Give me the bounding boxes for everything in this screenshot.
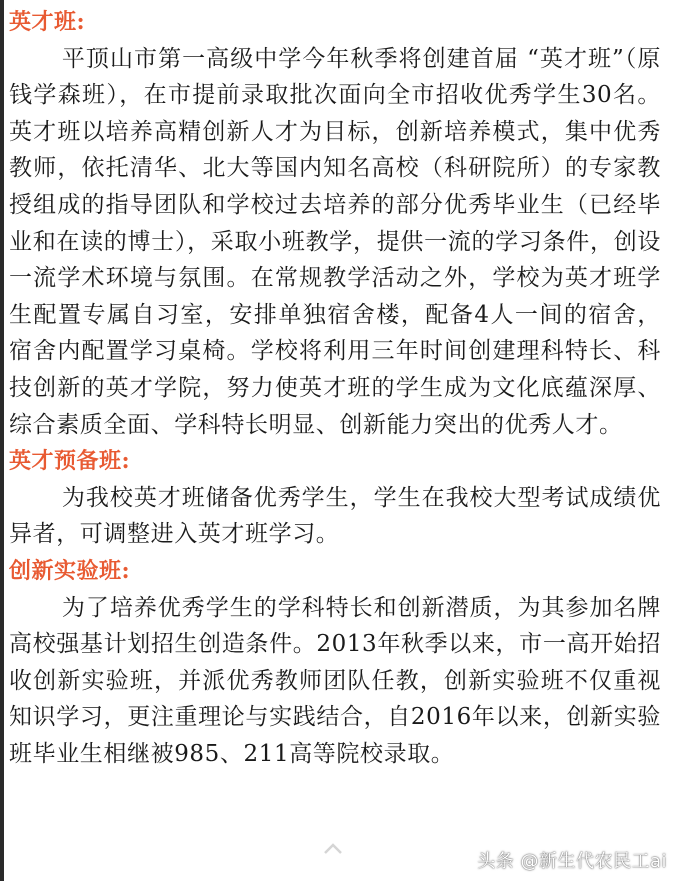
section-heading-elite-preparatory-class: 英才预备班: — [9, 448, 131, 475]
left-border-rule — [0, 0, 4, 881]
watermark-arrow-icon — [322, 838, 344, 860]
section-body-elite-class: 平顶山市第一高级中学今年秋季将创建首届 “英才班”（原钱学森班），在市提前录取批次面向全市招收优秀学生30名。英才班以培养高精创新人才为目标，创新培养模式，集中优秀教师，依托清华、北大等国内知名高校（科研院所）的专家教授组成的指导团队和学校过去培养的部分优秀毕业生（已经毕业和在读的博士），采取小班教学，提供一流的学习条件，创设一流学术环境与氛围。在常规教学活动之外，学校为英才班学生配置专属自习室，安排单独宿舍楼，配备4人一间的宿舍，宿舍内配置学习桌椅。学校将利用三年时间创建理科特长、科技创新的英才学院，努力使英才班的学生成为文化底蕴深厚、综合素质全面、学科特长明显、创新能力突出的优秀人才。 — [9, 45, 661, 438]
section-body-elite-preparatory-class: 为我校英才班储备优秀学生，学生在我校大型考试成绩优异者，可调整进入英才班学习。 — [9, 484, 661, 548]
section-body-innovation-class: 为了培养优秀学生的学科特长和创新潜质，为其参加名牌高校强基计划招生创造条件。2013年秋季以来，市一高开始招收创新实验班，并派优秀教师团队任教，创新实验班不仅重视知识学习，更注重理论与实践结合，自2016年以来，创新实验班毕业生相继被985、211高等院校录取。 — [9, 594, 661, 767]
source-watermark: 头条 @新生代农民工ai — [477, 851, 667, 872]
section-heading-innovation-class: 创新实验班: — [9, 557, 131, 584]
section-heading-elite-class: 英才班: — [9, 9, 86, 35]
article-content — [9, 4, 661, 772]
